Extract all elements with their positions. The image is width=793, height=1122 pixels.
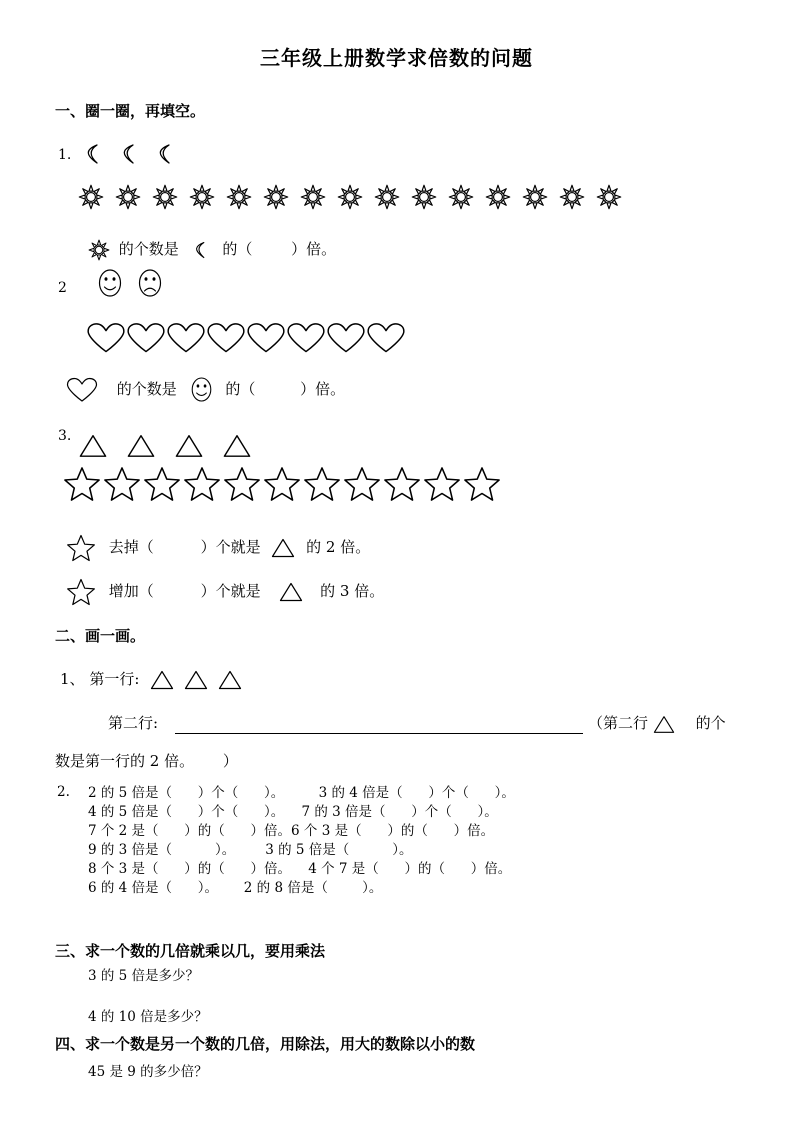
section2-q1-note-line1 — [588, 712, 726, 734]
section-2-heading: 二、画一画。 — [55, 627, 146, 645]
question-2-number: 2 — [58, 280, 67, 296]
q3-star-row — [62, 466, 502, 502]
sun-icon — [263, 184, 289, 210]
sun-icon — [78, 184, 104, 210]
note-text-1: （第二行 — [588, 714, 649, 732]
note-text-4: ） — [222, 752, 238, 770]
q1-sentence — [88, 238, 336, 261]
q1-moon-row — [78, 142, 174, 166]
crescent-moon-icon — [188, 240, 208, 260]
q3-text-a1: 去掉（ — [108, 538, 154, 556]
triangle-icon — [222, 434, 252, 458]
page-title: 三年级上册数学求倍数的问题 — [260, 46, 533, 70]
crescent-moon-icon — [78, 142, 102, 166]
fill-blank-line-5[interactable]: 8 个 3 是（ ）的（ ）倍。 4 个 7 是（ ）的（ ）倍。 — [88, 861, 512, 877]
s2-q1-triangle-row — [150, 670, 252, 690]
triangle-icon — [150, 670, 174, 690]
q3-text-b3: 的 3 倍。 — [320, 582, 385, 600]
note-text-2: 的个 — [695, 714, 726, 732]
sun-icon — [189, 184, 215, 210]
note-text-3: 数是第一行的 2 倍。 — [55, 752, 195, 770]
heart-icon — [286, 322, 326, 354]
section-3-question-2: 4 的 10 倍是多少？ — [88, 1009, 208, 1025]
star-icon — [222, 466, 262, 502]
fill-blank-line-6[interactable]: 6 的 4 倍是（ ）。 2 的 8 倍是（ ）。 — [88, 880, 383, 896]
section-3-heading: 三、求一个数的几倍就乘以几，要用乘法 — [55, 942, 326, 960]
section2-q2-lines — [88, 784, 515, 898]
q2-text-b: 的（ — [225, 379, 256, 398]
q3-triangle-row — [78, 434, 252, 458]
crescent-moon-icon — [150, 142, 174, 166]
section2-q1-number: 1、 — [60, 670, 85, 688]
fill-blank-line-1[interactable]: 2 的 5 倍是（ ）个（ ）。 3 的 4 倍是（ ）个（ ）。 — [88, 785, 515, 801]
section-3-question-1: 3 的 5 倍是多少？ — [88, 968, 200, 984]
heart-icon — [126, 322, 166, 354]
star-icon — [62, 466, 102, 502]
q2-text-a: 的个数是 — [116, 379, 177, 398]
sun-icon — [411, 184, 437, 210]
question-1-number: 1. — [58, 147, 72, 163]
star-icon — [462, 466, 502, 502]
sun-icon — [374, 184, 400, 210]
q1-sun-row — [78, 184, 622, 210]
section-1-heading: 一、圈一圈，再填空。 — [55, 102, 206, 120]
heart-icon — [206, 322, 246, 354]
triangle-icon — [279, 582, 303, 602]
q2-sentence — [66, 376, 345, 403]
star-icon — [382, 466, 422, 502]
q1-text-c: ）倍。 — [291, 240, 337, 258]
heart-icon — [86, 322, 126, 354]
frowning-face-icon — [137, 268, 163, 298]
star-icon — [302, 466, 342, 502]
triangle-icon — [126, 434, 156, 458]
section-4-heading: 四、求一个数是另一个数的几倍，用除法，用大的数除以小的数 — [55, 1035, 476, 1053]
sun-icon — [88, 239, 110, 261]
triangle-icon — [218, 670, 242, 690]
section-4-question-1: 45 是 9 的多少倍？ — [88, 1064, 208, 1080]
heart-icon — [326, 322, 366, 354]
q3-text-b2: ）个就是 — [200, 582, 261, 600]
q1-text-b: 的（ — [222, 240, 253, 258]
triangle-icon — [184, 670, 208, 690]
triangle-icon — [271, 538, 295, 558]
sun-icon — [522, 184, 548, 210]
sun-icon — [485, 184, 511, 210]
star-icon — [102, 466, 142, 502]
q3-text-b1: 增加（ — [108, 582, 154, 600]
q3-text-a3: 的 2 倍。 — [306, 538, 371, 556]
section2-q1-row1-label: 第一行: — [89, 670, 140, 688]
fill-blank-line-3[interactable]: 7 个 2 是（ ）的（ ）倍。6 个 3 是（ ）的（ ）倍。 — [88, 823, 495, 839]
sun-icon — [152, 184, 178, 210]
star-icon — [66, 578, 96, 606]
q3-line-a — [66, 534, 370, 562]
fill-blank-line-4[interactable]: 9 的 3 倍是（ ）。 3 的 5 倍是（ ）。 — [88, 842, 413, 858]
q1-text-a: 的个数是 — [118, 240, 179, 258]
sun-icon — [559, 184, 585, 210]
sun-icon — [448, 184, 474, 210]
sun-icon — [226, 184, 252, 210]
star-icon — [422, 466, 462, 502]
star-icon — [342, 466, 382, 502]
q2-face-row — [97, 268, 163, 298]
fill-blank-line-2[interactable]: 4 的 5 倍是（ ）个（ ）。 7 的 3 倍是（ ）个（ ）。 — [88, 804, 498, 820]
drawing-answer-line[interactable] — [175, 733, 583, 734]
sun-icon — [115, 184, 141, 210]
sun-icon — [596, 184, 622, 210]
heart-icon — [66, 377, 98, 403]
q2-text-c: ）倍。 — [300, 379, 346, 398]
heart-icon — [366, 322, 406, 354]
heart-icon — [166, 322, 206, 354]
q3-line-b — [66, 578, 384, 606]
section2-q1-note-line2 — [55, 750, 238, 771]
heart-icon — [246, 322, 286, 354]
smiling-face-icon — [97, 268, 123, 298]
star-icon — [262, 466, 302, 502]
section2-q2-number: 2. — [57, 784, 70, 800]
section2-q1-row1 — [60, 668, 252, 690]
triangle-icon — [653, 715, 675, 734]
q3-text-a2: ）个就是 — [200, 538, 261, 556]
triangle-icon — [174, 434, 204, 458]
star-icon — [182, 466, 222, 502]
sun-icon — [300, 184, 326, 210]
star-icon — [142, 466, 182, 502]
triangle-icon — [78, 434, 108, 458]
section2-q1-row2-label: 第二行: — [108, 714, 159, 732]
smiling-face-icon — [190, 376, 213, 403]
question-3-number: 3. — [58, 428, 72, 444]
star-icon — [66, 534, 96, 562]
sun-icon — [337, 184, 363, 210]
crescent-moon-icon — [114, 142, 138, 166]
q2-heart-row — [86, 322, 406, 354]
